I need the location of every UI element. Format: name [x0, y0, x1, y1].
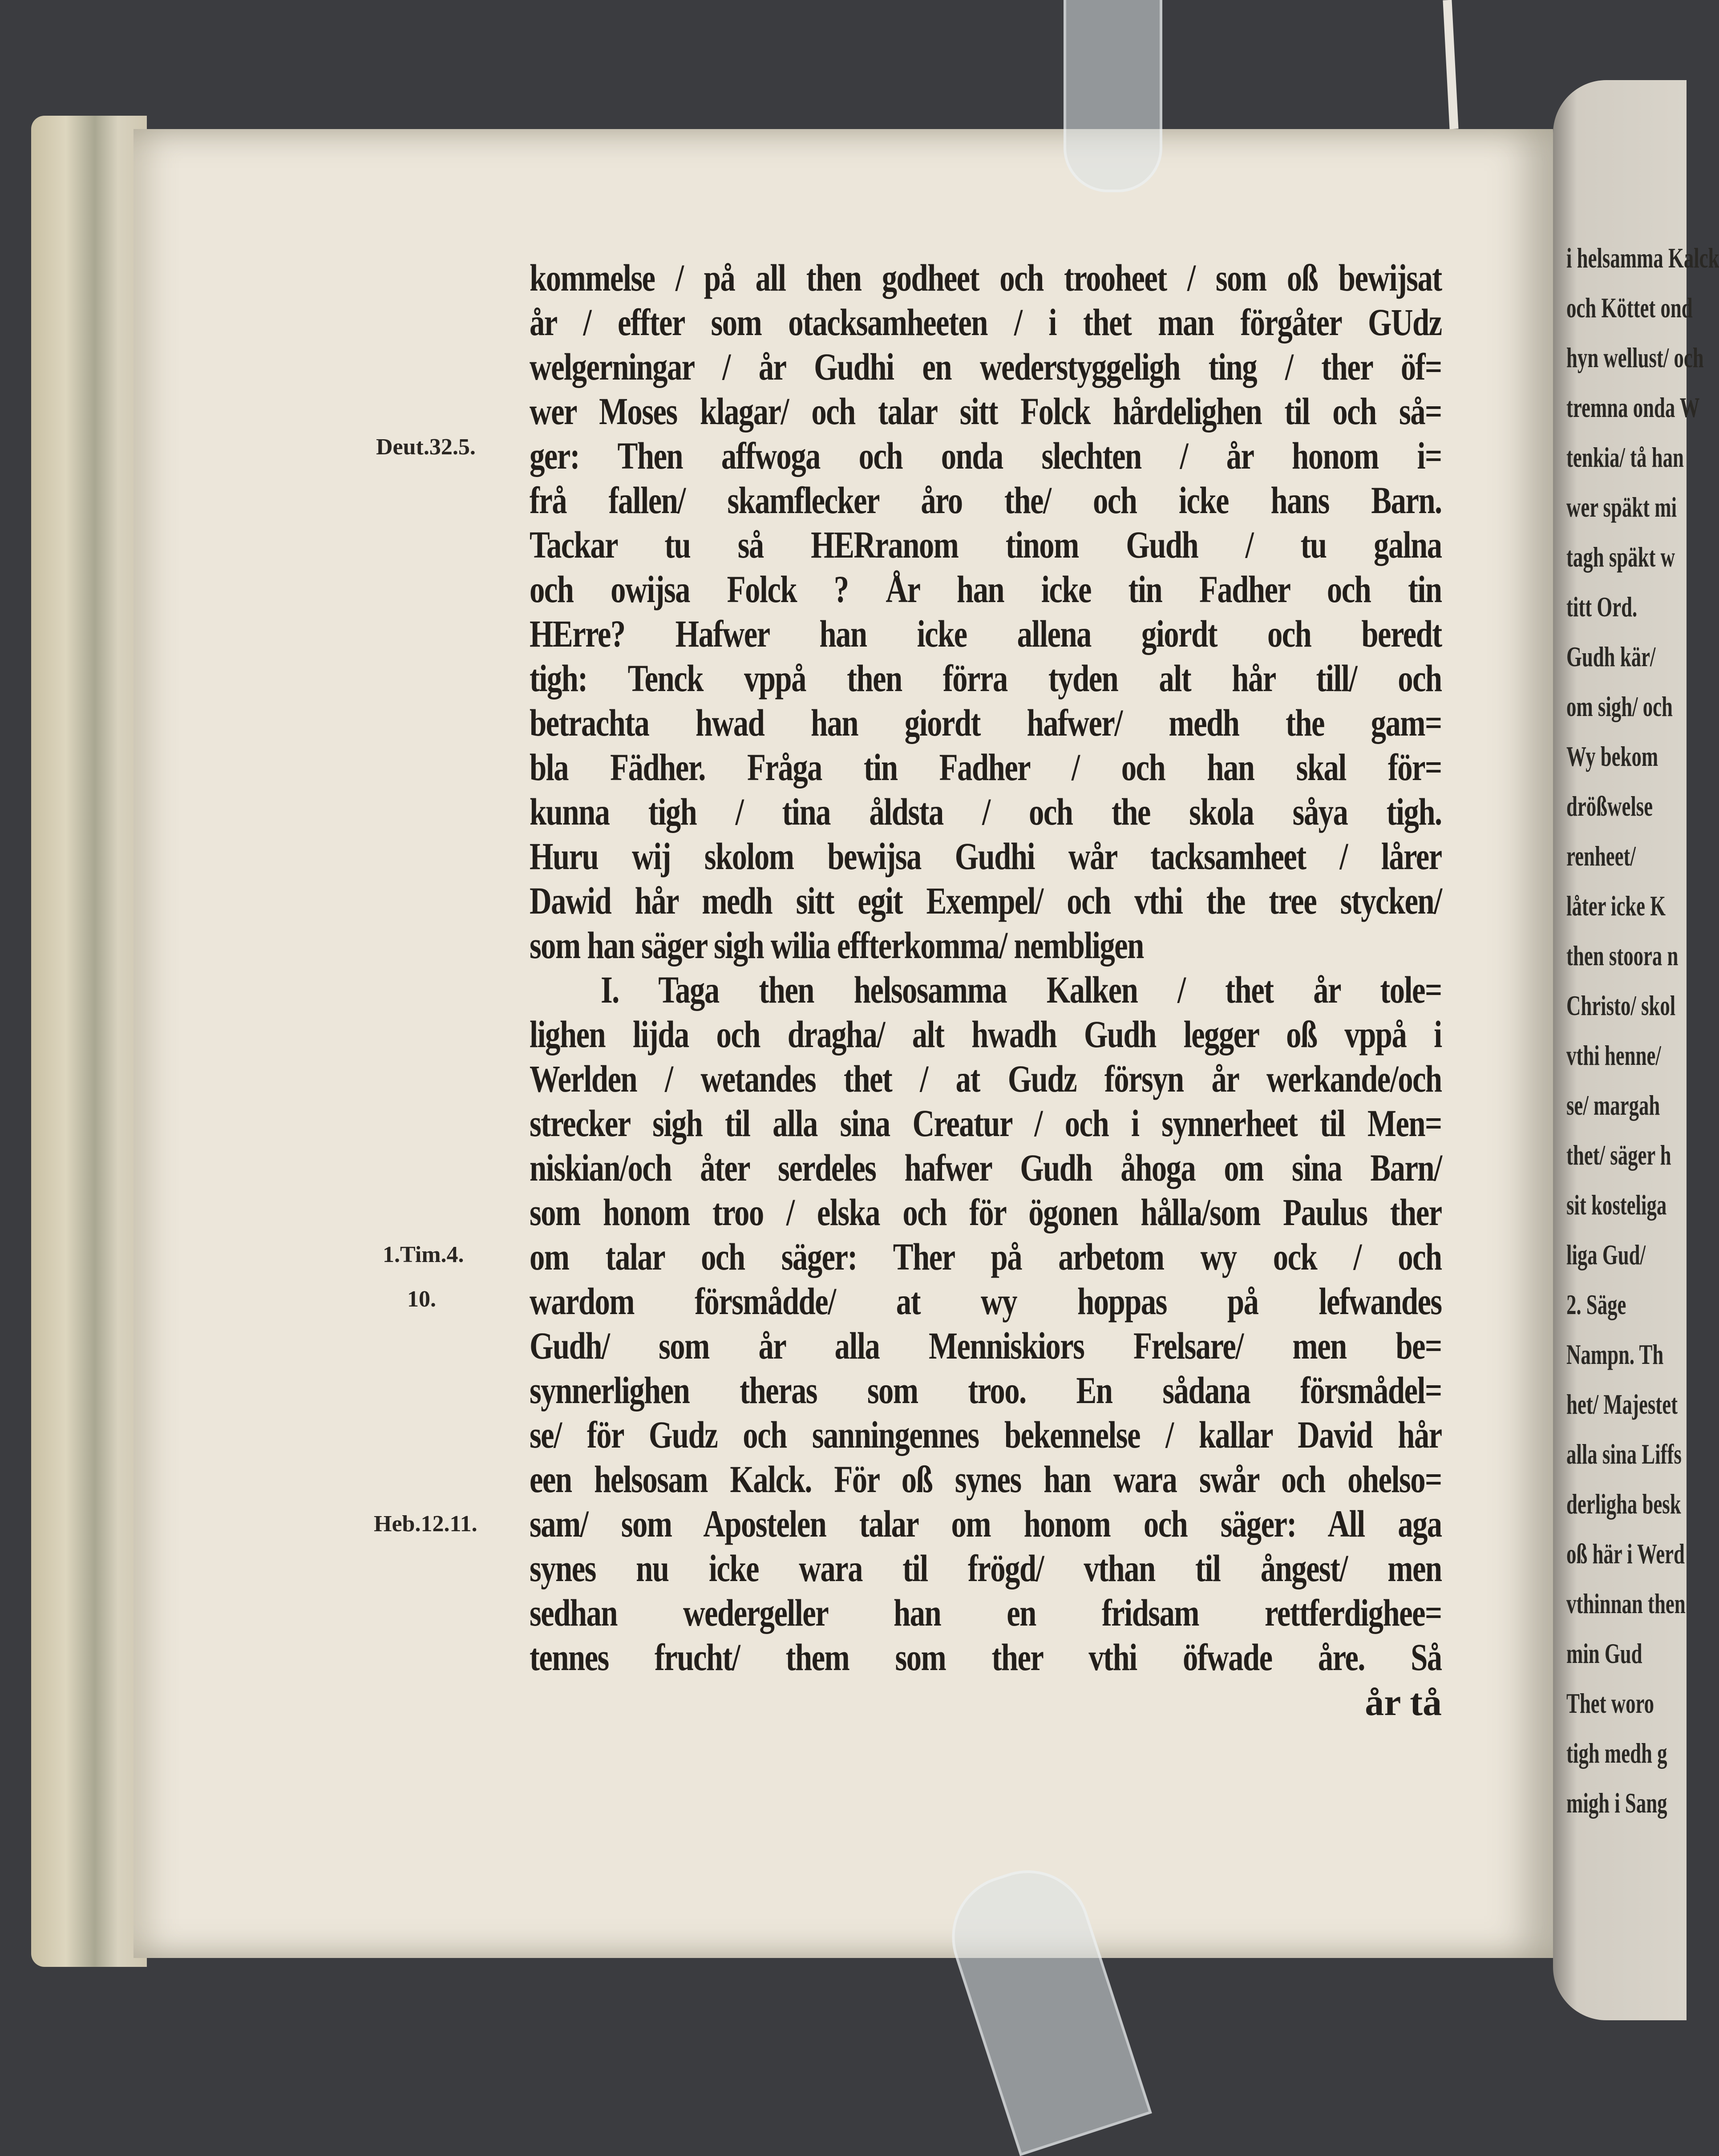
facing-page-line: drößwelse	[1566, 790, 1653, 822]
margin-note-tim: 1.Tim.4.	[383, 1242, 464, 1267]
text-line: I. Taga then helsosamma Kalken / thet år tole=	[601, 968, 1442, 1011]
text-line: Gudh/ som år alla Menniskiors Frelsare/ men be=	[530, 1324, 1442, 1367]
text-line: een helsosam Kalck. För oß synes han wara swår och ohelso=	[530, 1458, 1442, 1501]
facing-page-line: tigh medh g	[1566, 1737, 1667, 1769]
facing-page-line: renheet/	[1566, 840, 1636, 872]
facing-page-line: Gudh kär/	[1566, 641, 1656, 672]
text-line: bla Fädher. Fråga tin Fadher / och han skal för=	[530, 746, 1442, 789]
facing-page-line: Thet woro	[1566, 1687, 1654, 1719]
facing-page-line: Nampn. Th	[1566, 1339, 1664, 1370]
facing-page-line: derligha besk	[1566, 1488, 1681, 1520]
text-line: HErre? Hafwer han icke allena giordt och beredt	[530, 612, 1442, 655]
facing-page-line: oß här i Werd	[1566, 1538, 1685, 1569]
facing-page-line: titt Ord.	[1566, 591, 1638, 623]
text-line: tennes frucht/ them som ther vthi öfwade åre. Så	[530, 1636, 1442, 1679]
text-line: synnerlighen theras som troo. En sådana försmådel=	[530, 1369, 1442, 1412]
binding-thread	[1443, 0, 1458, 129]
text-line: se/ för Gudz och sanningennes bekennelse / kallar David hår	[530, 1413, 1442, 1456]
margin-note-deut: Deut.32.5.	[376, 434, 476, 460]
text-line: tigh: Tenck vppå then förra tyden alt hår till/ och	[530, 657, 1442, 700]
facing-page-line: i helsamma Kalck	[1566, 242, 1719, 274]
facing-page-line: tenkia/ tå han	[1566, 441, 1684, 473]
text-line: år / effter som otacksamheeten / i thet man förgåter GUdz	[530, 301, 1442, 344]
text-line: betrachta hwad han giordt hafwer/ medh the gam=	[530, 701, 1442, 744]
facing-page-line: tremna onda W	[1566, 392, 1700, 423]
text-line: som han säger sigh wilia effterkomma/ nembligen	[530, 924, 1144, 967]
text-line: frå fallen/ skamflecker åro the/ och icke hans Barn.	[530, 479, 1442, 522]
text-line: niskian/och åter serdeles hafwer Gudh åhoga om sina Barn/	[530, 1146, 1442, 1189]
text-line: och owijsa Folck ? År han icke tin Fadher och tin	[530, 568, 1442, 611]
text-line: wardom försmådde/ at wy hoppas på lefwandes	[530, 1280, 1442, 1323]
facing-page-line: min Gud	[1566, 1638, 1642, 1669]
text-line: welgerningar / år Gudhi en wederstyggeligh ting / ther öf=	[530, 345, 1442, 388]
text-line: Huru wij skolom bewijsa Gudhi wår tacksamheet / lårer	[530, 835, 1442, 878]
catchword: år tå	[1365, 1681, 1442, 1723]
body-text	[530, 255, 1442, 1679]
text-line: kommelse / på all then godheet och trooheet / som oß bewijsat	[530, 256, 1442, 299]
facing-page-line: vthi henne/	[1566, 1040, 1661, 1071]
facing-page-line: het/ Majestet	[1566, 1388, 1678, 1420]
text-line: ger: Then affwoga och onda slechten / år honom i=	[530, 434, 1442, 477]
facing-page-line: hyn wellust/ och	[1566, 342, 1704, 373]
facing-page-line: låter icke K	[1566, 890, 1666, 922]
facing-page-line: alla sina Liffs	[1566, 1438, 1682, 1470]
text-line: wer Moses klagar/ och talar sitt Folck hårdelighen til och så=	[530, 390, 1442, 433]
facing-page-line: se/ margah	[1566, 1089, 1660, 1121]
text-line: Werlden / wetandes thet / at Gudz försyn år werkande/och	[530, 1057, 1442, 1100]
facing-page-line: migh i Sang	[1566, 1787, 1667, 1819]
facing-page	[1553, 80, 1719, 2020]
facing-page-line: Wy bekom	[1566, 740, 1658, 772]
text-line: strecker sigh til alla sina Creatur / och i synnerheet til Men=	[530, 1102, 1442, 1145]
facing-page-line: om sigh/ och	[1566, 691, 1673, 722]
text-line: Tackar tu så HERranom tinom Gudh / tu galna	[530, 523, 1442, 566]
text-line: sam/ som Apostelen talar om honom och säger: All aga	[530, 1502, 1442, 1545]
facing-page-line: sit kosteliga	[1566, 1189, 1667, 1221]
facing-page-line: tagh späkt w	[1566, 541, 1675, 573]
text-line: om talar och säger: Ther på arbetom wy ock / och	[530, 1235, 1442, 1278]
margin-note-heb: Heb.12.11.	[374, 1511, 477, 1537]
text-line: Dawid hår medh sitt egit Exempel/ och vthi the tree stycken/	[530, 879, 1442, 922]
facing-page-line: och Köttet ond	[1566, 292, 1693, 324]
facing-page-line: Christo/ skol	[1566, 990, 1676, 1021]
page-stack-edge	[31, 116, 147, 1967]
text-line: synes nu icke wara til frögd/ vthan til ångest/ men	[530, 1547, 1442, 1590]
facing-page-line: vthinnan then	[1566, 1588, 1686, 1619]
text-line: som honom troo / elska och för ögonen hålla/som Paulus ther	[530, 1191, 1442, 1234]
text-line: kunna tigh / tina åldsta / och the skola såya tigh.	[530, 790, 1442, 833]
facing-page-line: 2. Säge	[1566, 1289, 1626, 1320]
text-line: sedhan wedergeller han en fridsam rettferdighee=	[530, 1591, 1442, 1634]
page-clip-top	[1064, 0, 1162, 192]
facing-page-line: thet/ säger h	[1566, 1139, 1671, 1171]
facing-page-line: then stoora n	[1566, 940, 1679, 971]
facing-page-line: liga Gud/	[1566, 1239, 1646, 1270]
facing-page-line: wer späkt mi	[1566, 491, 1677, 523]
margin-note-tim-verse: 10.	[407, 1286, 436, 1312]
text-line: lighen lijda och dragha/ alt hwadh Gudh legger oß vppå i	[530, 1013, 1442, 1056]
